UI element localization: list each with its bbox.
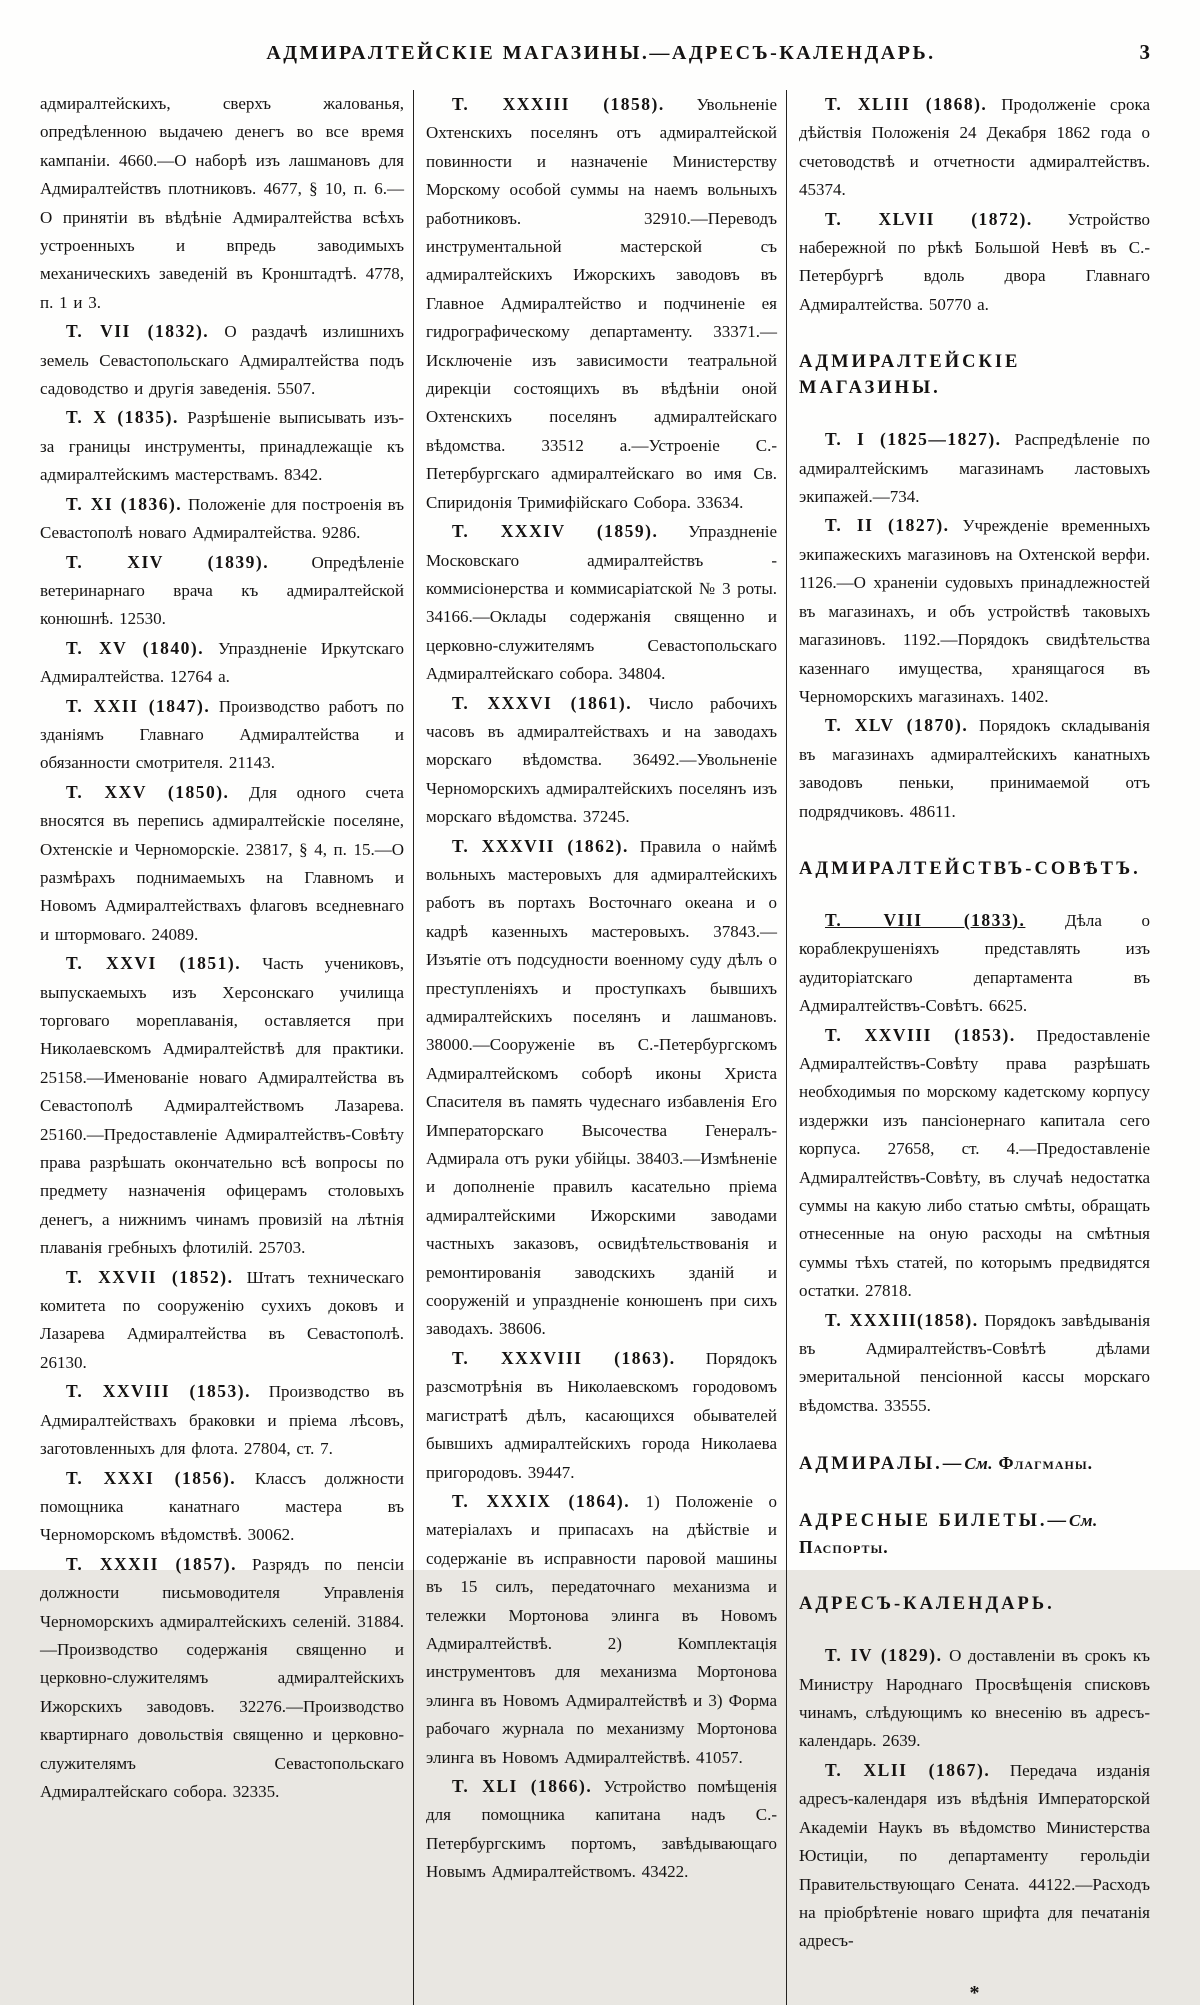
- index-entry: Т. XI (1836). Положеніе для построенія въ Севастополѣ новаго Адмиралтейства. 9286.: [40, 493, 404, 543]
- entry-volume-label: Т. II (1827).: [825, 515, 950, 536]
- index-entry: Т. XXVIII (1853). Производство въ Адмиралтействахъ браковки и пріема лѣсовъ, заготовленныхъ для флота. 27804, ст. 7.: [40, 1381, 404, 1459]
- entry-volume-label: Т. XXXVIII (1863).: [452, 1347, 676, 1368]
- index-entry: Т. XXV (1850). Для одного счета вносятся въ перепись адмиралтейскіе поселяне, Охтенскіе и Черноморскіе. 23817, § 4, п. 15.—О размѣрахъ поднимаемыхъ на Главномъ и Новомъ Адмиралтействахъ флаговъ вседневнаго и штормоваго. 24089.: [40, 781, 404, 944]
- cross-reference-term: АДРЕСНЫЕ БИЛЕТЫ.—: [799, 1511, 1069, 1532]
- cross-reference: [799, 1507, 1150, 1561]
- index-entry: Т. XXXIX (1864). 1) Положеніе о матеріалахъ и припасахъ на дѣйствіе и содержаніе въ исправности паровой машины въ 15 силъ, передаточнаго механизма и тележки Мортонова элинга въ Новомъ Адмиралтействѣ. 2) Комплектація инструментовъ для механизма Мортонова элинга въ Новомъ Адмиралтействѣ и 3) Форма рабочаго журнала по механизму Мортонова элинга въ Новомъ Адмиралтействѣ. 41057.: [426, 1490, 777, 1767]
- index-entry: Т. II (1827). Учрежденіе временныхъ экипажескихъ магазиновъ на Охтенской верфи. 1126.—О храненіи судовыхъ принадлежностей въ магазинахъ, и объ устройствѣ таковыхъ магазиновъ. 1192.—Порядокъ свидѣтельства казеннаго имущества, хранящагося въ Черноморскихъ магазинахъ. 1402.: [799, 515, 1151, 706]
- index-entry: Т. XXXVI (1861). Число рабочихъ часовъ въ адмиралтействахъ и на заводахъ морскаго вѣдомства. 36492.—Увольненіе Черноморскихъ адмиралтейскихъ поселянъ изъ морскаго вѣдомства. 37245.: [426, 692, 777, 827]
- entry-volume-label: Т. XXV (1850).: [66, 781, 230, 802]
- entry-volume-label: Т. XXXI (1856).: [66, 1467, 237, 1488]
- entry-volume-label: Т. XLV (1870).: [825, 715, 969, 736]
- index-entry: Т. XXVI (1851). Часть учениковъ, выпускаемыхъ изъ Херсонскаго училища торговаго мореплаванія, оставляется при Николаевскомъ Адмиралтействѣ для практики. 25158.—Именованіе новаго Адмиралтейства въ Севастополѣ Адмиралтействомъ Лазарева. 25160.—Предоставленіе Адмиралтействъ-Совѣту права разрѣшать окончательно всѣ вопросы по предмету назначенія офицерамъ столовыхъ денегъ, а нижнимъ чинамъ провизій на лѣтнія плаванія гребныхъ флотилій. 25703.: [40, 953, 405, 1258]
- running-head: [40, 34, 1162, 74]
- index-entry: Т. XXXII (1857). Разрядъ по пенсіи должности письмоводителя Управленія Черноморскихъ адмиралтейскихъ селеній. 31884.—Производство содержанія священно и церковно-служителямъ адмиралтейскихъ Ижорскихъ заводовъ. 32276.—Производство квартирнаго довольствія священно и церковно-служителямъ Севастопольскаго Адмиралтейскаго собора. 32335.: [40, 1553, 404, 1801]
- index-entry: Т. IV (1829). О доставленіи въ срокъ къ Министру Народнаго Просвѣщенія списковъ чинамъ, слѣдующимъ ко внесенію въ адресъ-календарь. 2639.: [799, 1645, 1150, 1751]
- entry-volume-label: Т. XXVI (1851).: [66, 953, 242, 974]
- entry-volume-label: Т. IV (1829).: [825, 1645, 943, 1666]
- column-layout: [40, 90, 1162, 2005]
- index-column-1: [40, 90, 404, 2005]
- index-entry: Т. XXXVII (1862). Правила о наймѣ вольныхъ мастеровыхъ для адмиралтейскихъ работъ въ портахъ Восточнаго океана и о кадрѣ казенныхъ мастеровыхъ. 37843.—Изъятіе отъ подсудности военному суду дѣлъ о преступленіяхъ и проступкахъ бывшихъ адмиралтейскихъ поселянъ и лашмановъ. 38000.—Сооруженіе въ С.-Петербургскомъ Адмиралтейскомъ соборѣ иконы Христа Спасителя въ память чудеснаго избавленія Его Императорскаго Высочества Генералъ-Адмирала отъ руки убійцы. 38403.—Измѣненіе и дополненіе правилъ касательно пріема адмиралтейскими Ижорскими заводами частныхъ заказовъ, освидѣтельствованія и ремонтированія заводскихъ зданій и сооруженій и упраздненіе конюшенъ при сихъ заводахъ. 38606.: [426, 835, 778, 1339]
- entry-volume-label: Т. XXXIII (1858).: [452, 94, 665, 114]
- cross-reference-target: Паспорты.: [799, 1537, 889, 1558]
- entry-volume-label: Т. XXXVI (1861).: [452, 692, 633, 713]
- section-heading: АДМИРАЛТЕЙСТВЪ-СОВѢТЪ.: [799, 858, 1141, 879]
- entry-volume-label: Т. XLVII (1872).: [825, 208, 1033, 229]
- entry-volume-label: Т. XLIII (1868).: [825, 94, 988, 114]
- index-entry: Т. XXXIII (1858). Увольненіе Охтенскихъ поселянъ отъ адмиралтейской повинности и назначеніе Министерству Морскому особой суммы на наемъ вольныхъ работниковъ. 32910.—Переводъ инструментальной мастерской съ адмиралтейскихъ Ижорскихъ заводовъ въ Главное Адмиралтейство и подчиненіе ея гидрографическому департаменту. 33371.—Исключеніе изъ зависимости театральной дирекціи состоящихъ въ вѣдѣніи оной Охтенскихъ поселянъ адмиралтейскаго вѣдомства. 33512 а.—Устроеніе С.-Петербургскаго адмиралтейскаго во имя Св. Спиридонія Тримифійскаго Собора. 33634.: [426, 94, 777, 512]
- cross-reference: [799, 1450, 1150, 1477]
- section-heading: АДМИРАЛТЕЙСКІЕ МАГАЗИНЫ.: [799, 352, 1021, 399]
- running-title: АДМИРАЛТЕЙСКІЕ МАГАЗИНЫ.—АДРЕСЪ-КАЛЕНДАРЬ.: [266, 42, 936, 64]
- index-column-2: [413, 90, 777, 2005]
- entry-volume-label: Т. XLII (1867).: [825, 1759, 991, 1780]
- page-number: 3: [1139, 40, 1150, 64]
- index-entry: Т. XLIII (1868). Продолженіе срока дѣйствія Положенія 24 Декабря 1862 года о счетоводствѣ и отчетности адмиралтействъ. 45374.: [799, 94, 1150, 200]
- entry-volume-label: Т. XIV (1839).: [66, 551, 270, 572]
- entry-volume-label: Т. XXXIX (1864).: [452, 1490, 631, 1511]
- entry-volume-label: Т. VII (1832).: [66, 321, 210, 342]
- entry-volume-label: Т. XXXVII (1862).: [452, 835, 629, 856]
- entry-volume-label: Т. VIII (1833).: [825, 909, 1026, 930]
- continued-entry: адмиралтейскихъ, сверхъ жалованья, опредѣленною выдачею денегъ во все время кампаніи. 4660.—О наборѣ изъ лашмановъ для Адмиралтействъ плотниковъ. 4677, § 10, п. 6.—О принятіи въ вѣдѣніе Адмиралтейства всѣхъ устроенныхъ и впредь заводимыхъ механическихъ заведеній въ Кронштадтѣ. 4778, п. 1 и 3.: [40, 94, 404, 312]
- index-entry: Т. XXXIV (1859). Упраздненіе Московскаго адмиралтействъ - коммисіонерства и коммисаріатской № 3 роты. 34166.—Оклады содержанія священно и церковно-служителямъ Севастопольскаго Адмиралтейскаго собора. 34804.: [426, 521, 778, 684]
- entry-volume-label: Т. XXVIII (1853).: [66, 1381, 251, 1402]
- index-entry: Т. XLV (1870). Порядокъ складыванія въ магазинахъ адмиралтейскихъ канатныхъ заводовъ пеньки, принимаемой отъ подрядчиковъ. 48611.: [799, 715, 1150, 821]
- entry-volume-label: Т. XXII (1847).: [66, 695, 211, 716]
- entry-volume-label: Т. XXXII (1857).: [66, 1553, 237, 1574]
- index-entry: Т. XXXIII(1858). Порядокъ завѣдыванія въ Адмиралтействъ-Совѣтѣ дѣлами эмеритальной пенсіонной кассы морскаго вѣдомства. 33555.: [799, 1309, 1151, 1415]
- index-entry: Т. VII (1832). О раздачѣ излишнихъ земель Севастопольскаго Адмиралтейства подъ садоводство и другія заведенія. 5507.: [40, 321, 404, 399]
- entry-volume-label: Т. I (1825—1827).: [825, 429, 1002, 450]
- index-entry: Т. XXII (1847). Производство работъ по зданіямъ Главнаго Адмиралтейства и обязанности смотрителя. 21143.: [40, 695, 404, 773]
- entry-volume-label: Т. X (1835).: [66, 407, 179, 428]
- index-column-3: [786, 90, 1150, 2005]
- cross-reference-term: АДМИРАЛЫ.—: [799, 1454, 965, 1475]
- section-heading: АДРЕСЪ-КАЛЕНДАРЬ.: [799, 1594, 1055, 1615]
- index-entry: Т. XLI (1866). Устройство помѣщенія для помощника капитана надъ С.-Петербургскимъ портомъ, завѣдывающаго Новымъ Адмиралтействомъ. 43422.: [426, 1775, 778, 1882]
- index-entry: Т. XLVII (1872). Устройство набережной по рѣкѣ Большой Невѣ въ С.-Петербургѣ вдоль двора Главнаго Адмиралтейства. 50770 а.: [799, 208, 1150, 314]
- index-entry: Т. I (1825—1827). Распредѣленіе по адмиралтейскимъ магазинамъ ластовыхъ экипажей.—734.: [799, 429, 1151, 507]
- entry-volume-label: Т. XLI (1866).: [452, 1775, 593, 1796]
- see-label: См.: [1068, 1511, 1098, 1531]
- index-entry: Т. XXVIII (1853). Предоставленіе Адмиралтействъ-Совѣту права разрѣшать необходимыя по морскому кадетскому корпусу издержки изъ пансіонернаго капитала сего корпуса. 27658, ст. 4.—Предоставленіе Адмиралтействъ-Совѣту, въ случаѣ недостатка суммы на какую либо статью смѣты, обращать отнесенные на оную расходы на смѣтныя суммы тѣхъ статей, по которымъ предвидятся остатки. 27818.: [799, 1024, 1150, 1301]
- index-entry: Т. X (1835). Разрѣшеніе выписывать изъ-за границы инструменты, принадлежащіе къ адмиралтейскимъ мастерствамъ. 8342.: [40, 407, 405, 485]
- index-entry: Т. VIII (1833). Дѣла о кораблекрушеніяхъ представлять изъ аудиторіатскаго департамента въ Адмиралтействъ-Совѣтъ. 6625.: [799, 909, 1150, 1016]
- index-entry: Т. XV (1840). Упраздненіе Иркутскаго Адмиралтейства. 12764 а.: [40, 637, 404, 687]
- index-entry: Т. XXXI (1856). Классъ должности помощника канатнаго мастера въ Черноморскомъ вѣдомствѣ. 30062.: [40, 1467, 404, 1545]
- entry-volume-label: Т. XV (1840).: [66, 637, 205, 658]
- entry-volume-label: Т. XXXIII(1858).: [825, 1309, 979, 1330]
- index-entry: Т. XXVII (1852). Штатъ техническаго комитета по сооруженію сухихъ доковъ и Лазарева Адмиралтейства въ Севастополѣ. 26130.: [40, 1266, 405, 1372]
- cross-reference-target: Флагманы.: [993, 1453, 1094, 1474]
- entry-volume-label: Т. XXVII (1852).: [66, 1266, 234, 1287]
- index-entry: Т. XXXVIII (1863). Порядокъ разсмотрѣнія въ Николаевскомъ городовомъ магистратѣ дѣлъ, касающихся обывателей бывшихъ адмиралтейскихъ города Николаева пригородовъ. 39447.: [426, 1347, 777, 1482]
- index-entry: Т. XLII (1867). Передача изданія адресъ-календаря изъ вѣдѣнія Императорской Академіи Наукъ въ вѣдомство Министерства Юстиціи, по департаменту герольдіи Правительствующаго Сената. 44122.—Расходъ на пріобрѣтеніе новаго шрифта для печатанія адресъ-: [799, 1759, 1151, 1951]
- signature-mark: *: [969, 1981, 980, 2004]
- entry-volume-label: Т. XXXIV (1859).: [452, 521, 659, 542]
- see-label: См.: [964, 1454, 994, 1474]
- entry-volume-label: Т. XXVIII (1853).: [825, 1024, 1016, 1045]
- index-entry: Т. XIV (1839). Опредѣленіе ветеринарнаго врача къ адмиралтейской конюшнѣ. 12530.: [40, 551, 404, 629]
- entry-volume-label: Т. XI (1836).: [66, 493, 183, 514]
